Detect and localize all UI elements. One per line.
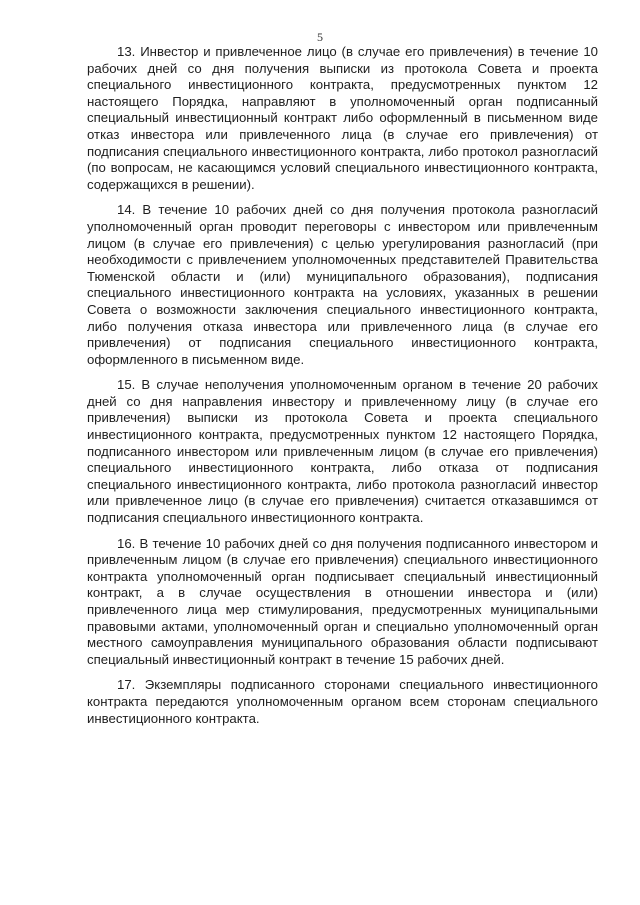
paragraph-13: 13. Инвестор и привлеченное лицо (в случае его привлечения) в течение 10 рабочих дней со дня получения выписки из протокола Совета и проекта специального инвестиционного контракта, предусмотренных пунктом 12 настоящего Порядка, направляют в уполномоченный орган подписанный специальный инвестиционный контракт либо оформленный в письменном виде отказ инвестора или привлеченного лица (в случае его привлечения) от подписания специального инвестиционного контракта, либо протокол разногласий (по вопросам, не касающимся условий специального инвестиционного контракта, содержащихся в решении). xyxy=(87,44,598,192)
page-number: 5 xyxy=(317,30,323,44)
paragraph-16: 16. В течение 10 рабочих дней со дня получения подписанного инвестором и привлеченным лицом (в случае его привлечения) специального инвестиционного контракта уполномоченный орган подписывает специальный инвестиционный контракт, а в случае осуществления в отношении инвестора и (или) привлеченного лица мер стимулирования, предусмотренных муниципальными правовыми актами, уполномоченный орган и специально уполномоченный орган местного самоуправления муниципального образования области подписывают специальный инвестиционный контракт в течение 15 рабочих дней. xyxy=(87,535,598,667)
paragraph-15: 15. В случае неполучения уполномоченным органом в течение 20 рабочих дней со дня направления инвестору и привлеченному лицу (в случае его привлечения) выписки из протокола Совета и проекта специального инвестиционного контракта, предусмотренных пунктом 12 настоящего Порядка, подписанного инвестором или привлеченным лицом (в случае его привлечения) специального инвестиционного контракта, либо отказа от подписания специального инвестиционного контракта, либо протокола разногласий инвестор или привлеченное лицо (в случае его привлечения) считается отказавшимся от подписания специального инвестиционного контракта. xyxy=(87,377,598,526)
document-body xyxy=(87,44,598,736)
paragraph-17: 17. Экземпляры подписанного сторонами специального инвестиционного контракта передаются уполномоченным органом всем сторонам специального инвестиционного контракта. xyxy=(87,677,598,726)
paragraph-14: 14. В течение 10 рабочих дней со дня получения протокола разногласий уполномоченный орган проводит переговоры с инвестором или привлеченным лицом (в случае его привлечения) с целью урегулирования разногласий (при необходимости с привлечением уполномоченных представителей Правительства Тюменской области и (или) муниципального образования), подписания специального инвестиционного контракта на условиях, указанных в решении Совета о возможности заключения специального инвестиционного контракта, либо получения отказа инвестора или привлеченного лица (в случае его привлечения) от подписания специального инвестиционного контракта, оформленного в письменном виде. xyxy=(87,202,598,367)
